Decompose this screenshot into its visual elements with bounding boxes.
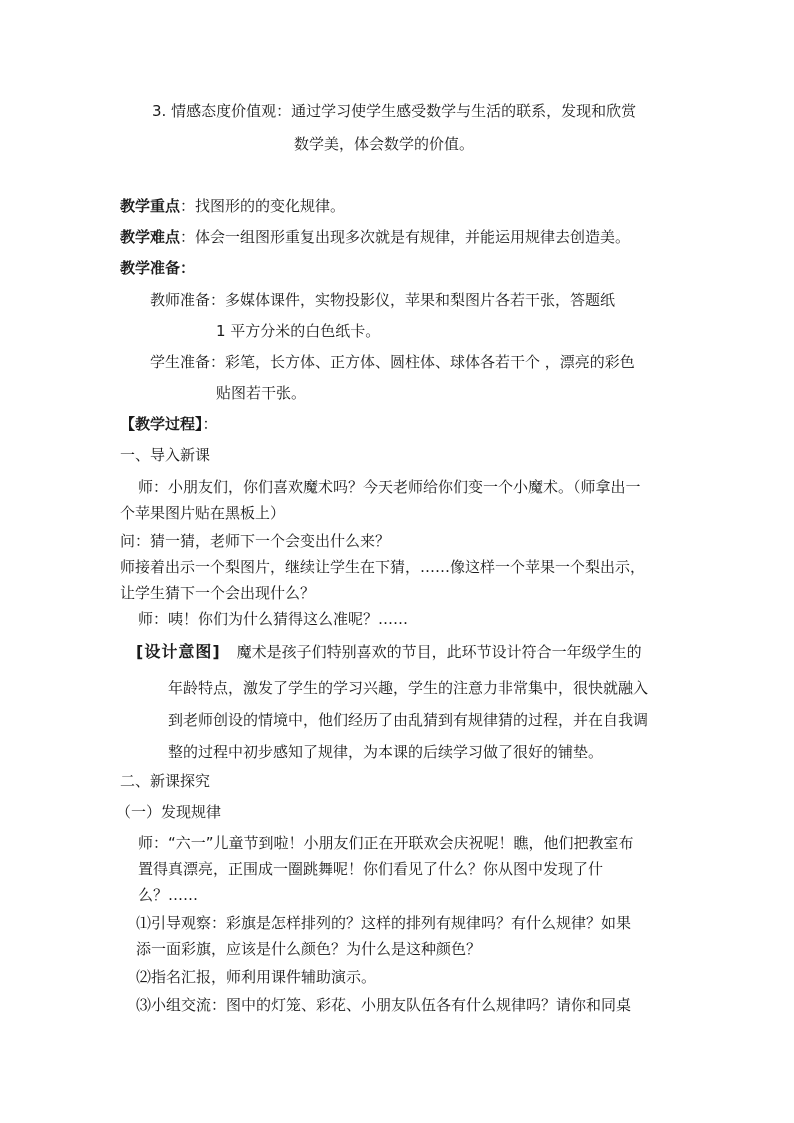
question-1-line-2: 添一面彩旗，应该是什么颜色？为什么是这种颜色？ [136,940,482,958]
section-2-heading: 二、新课探究 [120,772,211,790]
preparation-heading: 教学准备： [120,259,196,277]
teacher-prep-line-1: 教师准备：多媒体课件，实物投影仪，苹果和梨图片各若干张，答题纸 [150,291,616,309]
design-intent-line-2: 年龄特点，激发了学生的学习兴趣，学生的注意力非常集中，很快就融入 [168,679,649,697]
key-point-label: 教学重点 [120,197,181,215]
section-2-p1-line-2: 置得真漂亮，正围成一圈跳舞呢！你们看见了什么？你从图中发现了什 [138,860,604,878]
student-prep-line-1: 学生准备：彩笔，长方体、正方体、圆柱体、球体各若干个 ，漂亮的彩色 [150,353,635,371]
difficulty-label: 教学难点 [120,228,181,246]
section-1-p2: 问：猜一猜，老师下一个会变出什么来？ [120,532,391,550]
question-3: ⑶小组交流：图中的灯笼、彩花、小朋友队伍各有什么规律吗？请你和同桌 [136,996,632,1014]
process-title: 【教学过程】： [120,415,218,433]
design-intent-label: [设计意图] [136,642,221,661]
subsection-discover: （一）发现规律 [116,803,222,821]
section-1-p3-line-2: 让学生猜下一个会出现什么？ [120,584,316,602]
question-1-line-1: ⑴引导观察：彩旗是怎样排列的？这样的排列有规律吗？有什么规律？如果 [136,914,632,932]
question-2: ⑵指名汇报，师利用课件辅助演示。 [136,968,377,986]
design-intent-text-1: 魔术是孩子们特别喜欢的节目，此环节设计符合一年级学生的 [236,643,642,661]
section-1-p1-line-1: 师：小朋友们，你们喜欢魔术吗？今天老师给你们变一个小魔术。（师拿出一 [138,478,641,496]
objective-3-line-1: 3. 情感态度价值观：通过学习使学生感受数学与生活的联系，发现和欣赏 [152,102,637,120]
preparation-label: 教学准备 [120,259,181,277]
design-intent-line-3: 到老师创设的情境中，他们经历了由乱猜到有规律猜的过程，并在自我调 [168,711,649,729]
objective-3-line-2: 数学美，体会数学的价值。 [294,135,475,153]
design-intent-line-4: 整的过程中初步感知了规律，为本课的后续学习做了很好的铺垫。 [168,743,604,761]
difficulty-text: ：体会一组图形重复出现多次就是有规律，并能运用规律去创造美。 [180,228,631,246]
section-2-p1-line-3: 么？…… [138,886,199,904]
teacher-prep-line-2: 1 平方分米的白色纸卡。 [216,322,381,340]
section-1-p4: 师：咦！你们为什么猜得这么准呢？…… [138,610,409,628]
section-1-p3-line-1: 师接着出示一个梨图片，继续让学生在下猜，……像这样一个苹果一个梨出示， [120,558,646,576]
difficulty [120,227,630,247]
key-point [120,196,345,216]
process-title-text: 【教学过程】 [120,415,203,433]
section-1-p1-line-2: 个苹果图片贴在黑板上） [120,504,286,522]
student-prep-line-2: 贴图若干张。 [216,384,307,402]
section-2-p1-line-1: 师：“六一”儿童节到啦！小朋友们正在开联欢会庆祝呢！瞧，他们把教室布 [138,834,634,852]
key-point-text: ：找图形的的变化规律。 [180,197,346,215]
section-1-heading: 一、导入新课 [120,446,211,464]
design-intent-line-1 [136,642,642,662]
